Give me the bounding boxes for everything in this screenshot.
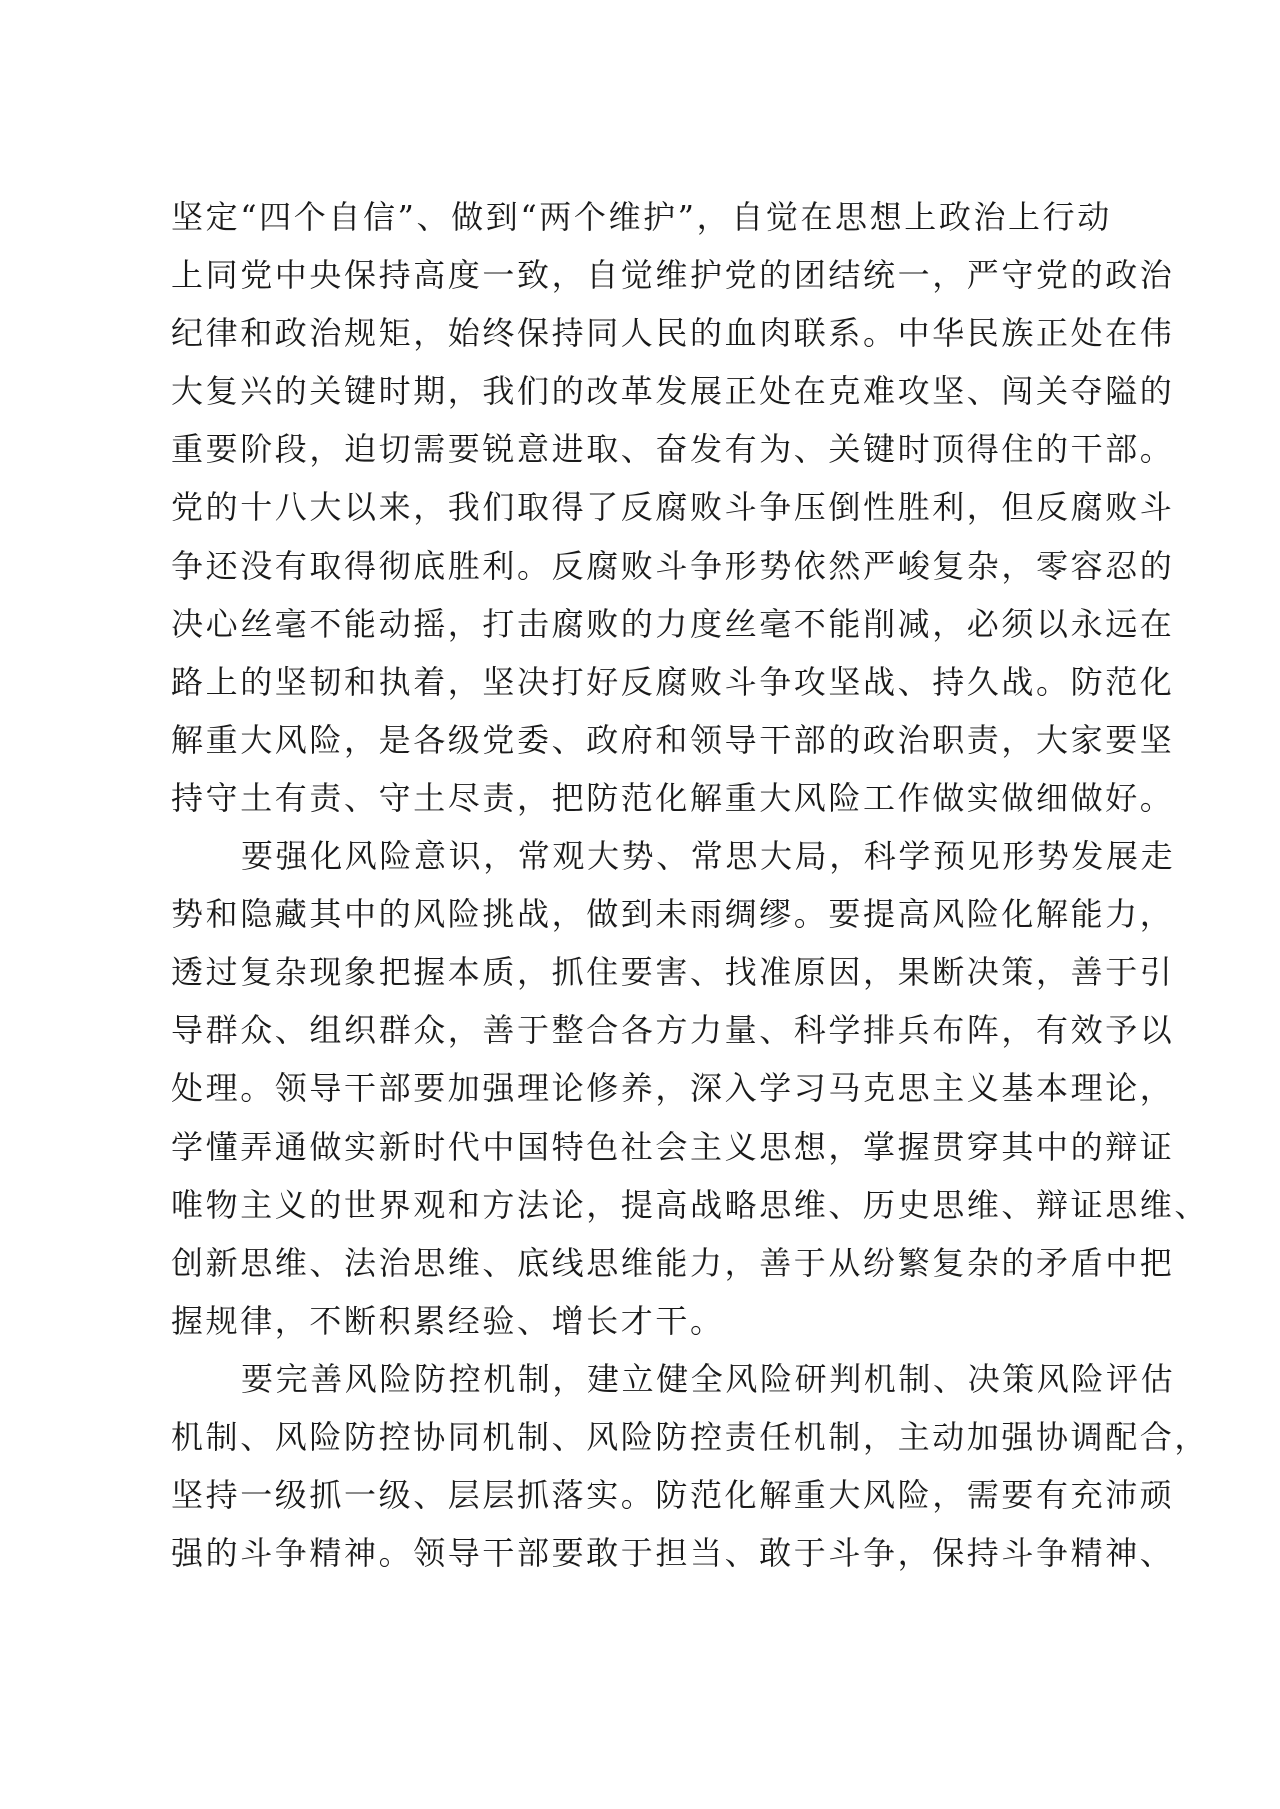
text-line: 处理。领导干部要加强理论修养，深入学习马克思主义基本理论， [171, 1069, 1175, 1108]
text-line: 透过复杂现象把握本质，抓住要害、找准原因，果断决策，善于引 [171, 953, 1175, 992]
text-line: 上同党中央保持高度一致，自觉维护党的团结统一，严守党的政治 [171, 256, 1175, 295]
text-line: 党的十八大以来，我们取得了反腐败斗争压倒性胜利，但反腐败斗 [171, 488, 1175, 527]
text-line: 持守土有责、守土尽责，把防范化解重大风险工作做实做细做好。 [171, 778, 1175, 817]
text-line: 导群众、组织群众，善于整合各方力量、科学排兵布阵，有效予以 [171, 1011, 1175, 1050]
text-line: 坚定“四个自信”、做到“两个维护”，自觉在思想上政治上行动 [171, 198, 1112, 236]
text-line: 决心丝毫不能动摇，打击腐败的力度丝毫不能削减，必须以永远在 [171, 604, 1175, 643]
text-line: 唯物主义的世界观和方法论，提高战略思维、历史思维、辩证思维、 [171, 1185, 1210, 1224]
text-line: 机制、风险防控协同机制、风险防控责任机制，主动加强协调配合， [171, 1417, 1210, 1456]
text-line: 解重大风险，是各级党委、政府和领导干部的政治职责，大家要坚 [171, 720, 1175, 759]
text-line: 创新思维、法治思维、底线思维能力，善于从纷繁复杂的矛盾中把 [171, 1243, 1175, 1282]
text-line: 路上的坚韧和执着，坚决打好反腐败斗争攻坚战、持久战。防范化 [171, 662, 1175, 701]
text-line: 坚持一级抓一级、层层抓落实。防范化解重大风险，需要有充沛顽 [171, 1476, 1175, 1515]
text-line: 大复兴的关键时期，我们的改革发展正处在克难攻坚、闯关夺隘的 [171, 372, 1175, 411]
text-line: 学懂弄通做实新时代中国特色社会主义思想，掌握贯穿其中的辩证 [171, 1127, 1175, 1166]
text-line: 重要阶段，迫切需要锐意进取、奋发有为、关键时顶得住的干部。 [171, 430, 1175, 469]
text-line: 争还没有取得彻底胜利。反腐败斗争形势依然严峻复杂，零容忍的 [171, 546, 1175, 585]
text-line: 要完善风险防控机制，建立健全风险研判机制、决策风险评估 [241, 1359, 1176, 1398]
text-line: 要强化风险意识，常观大势、常思大局，科学预见形势发展走 [241, 837, 1176, 876]
text-line: 握规律，不断积累经验、增长才干。 [171, 1301, 725, 1340]
text-line: 强的斗争精神。领导干部要敢于担当、敢于斗争，保持斗争精神、 [171, 1534, 1175, 1573]
text-line: 势和隐藏其中的风险挑战，做到未雨绸缪。要提高风险化解能力， [171, 895, 1175, 934]
document-body-text [171, 188, 1210, 1582]
text-line: 纪律和政治规矩，始终保持同人民的血肉联系。中华民族正处在伟 [171, 314, 1175, 353]
